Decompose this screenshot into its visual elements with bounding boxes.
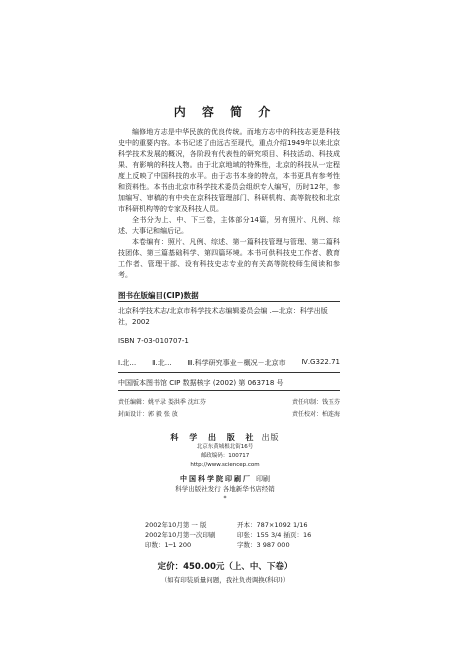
credit-row xyxy=(118,397,340,409)
spec-word-count: 字数：3 987 000 xyxy=(237,541,290,549)
credit-row xyxy=(118,409,340,421)
quality-notice: （如有印装质量问题，我社负责调换(科印)） xyxy=(160,576,290,584)
cip-entry xyxy=(118,306,340,328)
spec-sheets: 印张：155 3/4 插页：16 xyxy=(237,531,312,539)
credits xyxy=(118,397,340,421)
spec-format: 开本：787×1092 1/16 xyxy=(237,521,308,529)
cip-record: 中国版本图书馆 CIP 数据核字 (2002) 第 063718 号 xyxy=(118,379,284,387)
edition-specs xyxy=(145,520,325,550)
cip-class: Ⅱ.北… xyxy=(152,359,172,367)
printer-suffix: 印刷 xyxy=(256,475,270,483)
printer-name: 中国科学院印刷厂 xyxy=(180,475,252,483)
spec-edition: 2002年10月第 一 版 xyxy=(145,521,207,529)
cip-class: Ⅳ.G322.71 xyxy=(301,358,340,366)
price: 定价：450.00元（上、中、下卷） xyxy=(157,562,293,572)
publisher-name-text: 科 学 出 版 社 xyxy=(170,433,258,442)
divider xyxy=(118,372,340,373)
spec-print-run: 印数：1─1 200 xyxy=(145,541,192,549)
distributor: 科学出版社发行 各地新华书店经销 xyxy=(175,485,275,493)
summary-paragraph: 本卷编有：照片、凡例、综述、第一篇科技管理与管理、第二篇科技团体、第三篇基础科学、第四篇环境。本书可供科技史工作者、教育工作者、管理干部、设有科技史志专业的有关高等院校师生阅读和参考。 xyxy=(118,238,340,279)
publisher-name-suffix: 出版 xyxy=(261,433,280,442)
spec-row xyxy=(145,530,325,540)
isbn: ISBN 7-03-010707-1 xyxy=(118,337,189,345)
cip-class: Ⅰ.北… xyxy=(118,359,137,367)
printer xyxy=(0,474,450,484)
publisher-address: 北京东黄城根北街16号 xyxy=(196,444,254,450)
publisher-block xyxy=(0,432,450,504)
spec-printing: 2002年10月第一次印刷 xyxy=(145,531,216,539)
summary-paragraph: 全书分为上、中、下三卷，主体部分14篇，另有照片、凡例、综述、大事记和编后记。 xyxy=(118,216,340,235)
summary-title: 内 容 简 介 xyxy=(173,105,277,119)
publisher-name xyxy=(0,432,450,443)
divider xyxy=(118,301,340,302)
credit-editors: 责任编辑：姚平录 娄洪季 沈红芬 xyxy=(118,399,206,406)
summary-text xyxy=(118,127,340,281)
credit-cover-design: 封面设计：郭 毅 张 放 xyxy=(118,411,178,418)
cip-class: Ⅲ.科学研究事业－概况－北京市 xyxy=(187,359,286,367)
separator-star: * xyxy=(223,495,227,502)
spec-row xyxy=(145,520,325,530)
divider xyxy=(118,390,340,391)
cip-classes xyxy=(118,358,340,368)
credit-proofreader: 责任校对：柏连海 xyxy=(291,411,340,418)
cip-line: 北京科学技术志/北京市科学技术志编辑委员会编 .—北京：科学出版社，2002 xyxy=(118,307,328,326)
cip-heading: 图书在版编目(CIP)数据 xyxy=(118,291,199,300)
summary-paragraph: 编修地方志是中华民族的优良传统。而地方志中的科技志更是科技史中的重要内容。本书记述了由远古至现代，重点介绍1949年以来北京科学技术发展的概况，各阶段有代表性的研究项目、科技活动、科技成果、有影响的科技人物。由于北京地域的特殊性，北京的科技从一定程度上反映了中国科技的水平。由于志书本身的特点，本书更具有参考性和资料性。本书由北京市科学技术委员会组织专人编写，历时12年，参加编写、审稿的有中央在京科技管理部门、科研机构、高等院校和北京市科研机构等的专家及科技人员。 xyxy=(118,128,340,213)
publisher-url: http://www.sciencep.com xyxy=(190,462,260,468)
credit-printing: 责任印制：钱玉芬 xyxy=(291,399,340,406)
publisher-zip: 邮政编码：100717 xyxy=(200,453,250,459)
spec-row xyxy=(145,540,325,550)
